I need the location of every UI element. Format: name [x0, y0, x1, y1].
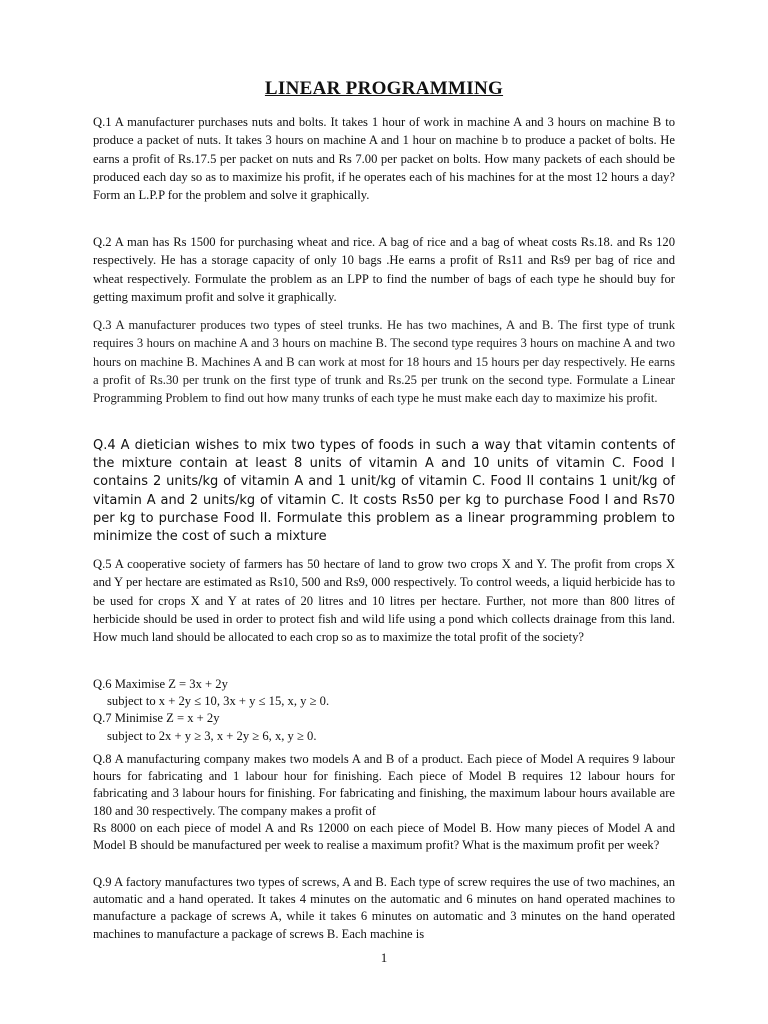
- questions-6-7: [93, 676, 675, 745]
- question-7-constraints: subject to 2x + y ≥ 3, x + 2y ≥ 6, x, y ≥ 0.: [107, 728, 317, 743]
- question-4: Q.4 A dietician wishes to mix two types of foods in such a way that vitamin contents of the mixture contain at least 8 units of vitamin A and 10 units of vitamin C. Food I contains 2 units/kg of vitamin A and 1 unit/kg of vitamin C. Food II contains 1 unit/kg of vitamin A and 2 units/kg of vitamin C. It costs Rs50 per kg to purchase Food I and Rs70 per kg to purchase Food II. Formulate this problem as a linear programming problem to minimize the cost of such a mixture: [93, 438, 675, 545]
- question-9: Q.9 A factory manufactures two types of screws, A and B. Each type of screw requires the use of two machines, an automatic and a hand operated. It takes 4 minutes on the automatic and 6 minutes on hand operated machines to manufacture a package of screws A, while it takes 6 minutes on automatic and 3 minutes on the hand operated machines to manufacture a package of screws B. Each machine is: [93, 875, 675, 941]
- question-1: Q.1 A manufacturer purchases nuts and bolts. It takes 1 hour of work in machine A and 3 hours on machine B to produce a packet of nuts. It takes 3 hours on machine A and 1 hour on machine b to produce a packet of bolts. He earns a profit of Rs.17.5 per packet on nuts and Rs 7.00 per packet on bolts. How many packets of each should be produced each day so as to maximize his profit, if he operates each of his machines for at the most 12 hours a day? Form an L.P.P for the problem and solve it graphically.: [93, 115, 675, 203]
- question-5: Q.5 A cooperative society of farmers has 50 hectare of land to grow two crops X and Y. The profit from crops X and Y per hectare are estimated as Rs10, 500 and Rs9, 000 respectively. To control weeds, a liquid herbicide has to be used for crops X and Y at rates of 20 litres and 10 litres per hectare. Further, not more than 800 litres of herbicide should be used in order to protect fish and wild life using a pond which collects drainage from this land. How much land should be allocated to each crop so as to maximize the total profit of the society?: [93, 557, 675, 645]
- question-6-constraints: subject to x + 2y ≤ 10, 3x + y ≤ 15, x, y ≥ 0.: [107, 694, 330, 709]
- question-8-part-1: Q.8 A manufacturing company makes two models A and B of a product. Each piece of Model A requires 9 labour hours for fabricating and 1 labour hour for finishing. Each piece of Model B requires 12 labour hours for fabricating and 3 labour hours for finishing. For fabricating and finishing, the maximum labour hours available are 180 and 30 respectively. The company makes a profit of: [93, 752, 675, 818]
- question-2: Q.2 A man has Rs 1500 for purchasing wheat and rice. A bag of rice and a bag of wheat costs Rs.18. and Rs 120 respectively. He has a storage capacity of only 10 bags .He earns a profit of Rs11 and Rs9 per bag of rice and wheat respectively. Formulate the problem as an LPP to find the number of bags of each type he should buy for getting maximum profit and solve it graphically.: [93, 235, 675, 304]
- question-7-objective: Q.7 Minimise Z = x + 2y: [93, 711, 220, 726]
- question-8-part-2: Rs 8000 on each piece of model A and Rs 12000 on each piece of Model B. How many pieces of Model A and Model B should be manufactured per week to realise a maximum profit? What is the maximum profit per week?: [93, 820, 675, 853]
- question-3: Q.3 A manufacturer produces two types of steel trunks. He has two machines, A and B. The first type of trunk requires 3 hours on machine A and 3 hours on machine B. The second type requires 3 hours on machine A and two hours on machine B. Machines A and B can work at most for 18 hours and 15 hours per day respectively. He earns a profit of Rs.30 per trunk on the first type of trunk and Rs.25 per trunk on the second type. Formulate a Linear Programming Problem to find out how many trunks of each type he must make each day to maximize his profit.: [93, 318, 675, 406]
- question-8: [93, 751, 675, 854]
- page-title: LINEAR PROGRAMMING: [264, 78, 504, 99]
- page-number: 1: [380, 950, 388, 965]
- question-6-objective: Q.6 Maximise Z = 3x + 2y: [93, 677, 228, 691]
